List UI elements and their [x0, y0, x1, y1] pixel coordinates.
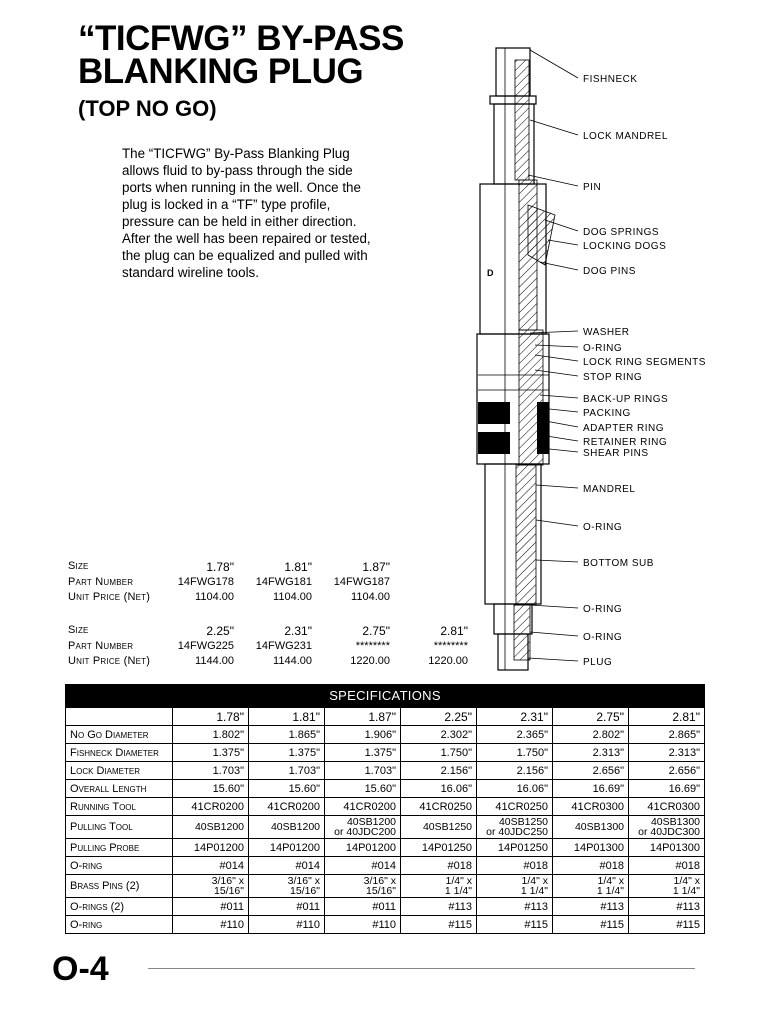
spec-value-cell: #018 [553, 857, 629, 875]
size-header-cell: 1.78" [173, 708, 249, 726]
label-o-ring: O-RING [583, 343, 623, 354]
part-number-value: 14FWG178 [177, 576, 234, 588]
spec-row-label: Pulling Tool [66, 816, 173, 839]
label-pin: PIN [583, 182, 602, 193]
spec-value-cell: #113 [401, 898, 477, 916]
label-packing: PACKING [583, 408, 631, 419]
title-line-1: “TICFWG” BY-PASS [78, 19, 404, 58]
spec-value-cell: 41CR0250 [477, 798, 553, 816]
spec-value-cell: 1.802" [173, 726, 249, 744]
label-back-up-rings: BACK-UP RINGS [583, 394, 669, 405]
spec-row-label: O-ring [66, 916, 173, 934]
spec-value-cell: 40SB1200 [173, 816, 249, 839]
size-header-cell: 1.81" [249, 708, 325, 726]
spec-value-cell: 2.365" [477, 726, 553, 744]
spec-value-cell: 1.865" [249, 726, 325, 744]
label-adapter-ring: ADAPTER RING [583, 423, 665, 434]
label-washer: WASHER [583, 327, 630, 338]
callout-labels [583, 74, 706, 668]
spec-value-cell: #115 [629, 916, 705, 934]
unit-price-value: 1144.00 [273, 655, 312, 667]
spec-row [66, 898, 705, 916]
spec-row [66, 798, 705, 816]
label-o-ring: O-RING [583, 604, 623, 615]
spec-value-cell: #014 [173, 857, 249, 875]
sizes-row [66, 708, 705, 726]
spec-value-cell: 3/16" x 15/16" [173, 875, 249, 898]
label-dog-pins: DOG PINS [583, 266, 636, 277]
spec-value-cell: 2.313" [629, 744, 705, 762]
spec-value-cell: 2.302" [401, 726, 477, 744]
spec-row [66, 875, 705, 898]
spec-value-cell: 15.60" [173, 780, 249, 798]
spec-value-cell: 3/16" x 15/16" [325, 875, 401, 898]
spec-value-cell: #113 [477, 898, 553, 916]
spec-row-label: O-ring [66, 857, 173, 875]
label-dog-springs: DOG SPRINGS [583, 227, 660, 238]
spec-value-cell: 40SB1250 or 40JDC250 [477, 816, 553, 839]
part-number-value: 14FWG231 [255, 640, 312, 652]
part-number-value: 14FWG225 [177, 640, 234, 652]
spec-row [66, 780, 705, 798]
unit-price-value: 1220.00 [350, 655, 390, 667]
spec-value-cell: 14P01200 [325, 839, 401, 857]
specifications-header: SPECIFICATIONS [66, 685, 705, 708]
label-bottom-sub: BOTTOM SUB [583, 558, 654, 569]
spec-value-cell: 41CR0200 [325, 798, 401, 816]
size-value: 1.81" [284, 560, 312, 574]
product-description: The “TICFWG” By-Pass Blanking Plug allows fluid to by-pass through the side ports when running in the well. Once the plug is locked in a “TF” type profile, pressure can be held in either direction. After the well has been repaired or tested, the plug can be equalized and pulled with standard wireline tools. [122, 146, 371, 280]
specifications-header-row [66, 685, 705, 708]
size-header-cell: 2.81" [629, 708, 705, 726]
part-number-value: 14FWG181 [255, 576, 312, 588]
spec-value-cell: #110 [173, 916, 249, 934]
spec-value-cell: #018 [401, 857, 477, 875]
spec-row-label: Pulling Probe [66, 839, 173, 857]
label-locking-dogs: LOCKING DOGS [583, 241, 667, 252]
spec-value-cell: 41CR0300 [629, 798, 705, 816]
spec-value-cell: 3/16" x 15/16" [249, 875, 325, 898]
spec-value-cell: 16.06" [401, 780, 477, 798]
label-o-ring: O-RING [583, 632, 623, 643]
title-line-2: BLANKING PLUG [78, 52, 364, 91]
spec-value-cell: 14P01300 [553, 839, 629, 857]
size-value: 1.87" [362, 560, 390, 574]
part-number-value: ******** [433, 640, 468, 652]
size-header-cell: 1.87" [325, 708, 401, 726]
spec-value-cell: 41CR0200 [173, 798, 249, 816]
spec-value-cell: 2.802" [553, 726, 629, 744]
unit-price-label-2: Unit Price (Net) [68, 655, 151, 667]
label-stop-ring: STOP RING [583, 372, 643, 383]
size-value: 2.81" [440, 624, 468, 638]
unit-price-value: 1104.00 [351, 591, 390, 603]
size-header-cell: 2.31" [477, 708, 553, 726]
unit-price-value: 1104.00 [273, 591, 312, 603]
unit-price-label-1: Unit Price (Net) [68, 591, 151, 603]
footer-rule [148, 968, 695, 969]
spec-value-cell: 1.375" [173, 744, 249, 762]
spec-value-cell: 16.69" [629, 780, 705, 798]
spec-value-cell: 2.156" [477, 762, 553, 780]
spec-value-cell: #014 [249, 857, 325, 875]
pricing-block [0, 0, 500, 680]
spec-row [66, 762, 705, 780]
spec-row-label: Lock Diameter [66, 762, 173, 780]
spec-value-cell: 2.313" [553, 744, 629, 762]
spec-value-cell: 1.703" [249, 762, 325, 780]
spec-row-label: O-rings (2) [66, 898, 173, 916]
spec-value-cell: 41CR0250 [401, 798, 477, 816]
label-lock-ring-segments: LOCK RING SEGMENTS [583, 357, 706, 368]
spec-row [66, 726, 705, 744]
spec-value-cell: 1.375" [249, 744, 325, 762]
spec-value-cell: 40SB1300 [553, 816, 629, 839]
spec-row [66, 839, 705, 857]
spec-row-label: No Go Diameter [66, 726, 173, 744]
unit-price-value: 1104.00 [195, 591, 234, 603]
unit-price-value: 1144.00 [195, 655, 234, 667]
spec-value-cell: #115 [477, 916, 553, 934]
spec-value-cell: 1/4" x 1 1/4" [553, 875, 629, 898]
spec-value-cell: 14P01200 [249, 839, 325, 857]
part-number-label-1: Part Number [68, 576, 134, 588]
spec-value-cell: 15.60" [249, 780, 325, 798]
spec-row-label: Fishneck Diameter [66, 744, 173, 762]
spec-value-cell: #018 [629, 857, 705, 875]
spec-value-cell: 2.656" [629, 762, 705, 780]
label-o-ring: O-RING [583, 522, 623, 533]
spec-value-cell: 2.656" [553, 762, 629, 780]
unit-price-value: 1220.00 [428, 655, 468, 667]
spec-value-cell: #115 [401, 916, 477, 934]
spec-value-cell: 2.156" [401, 762, 477, 780]
spec-value-cell: #113 [629, 898, 705, 916]
spec-row-label: Overall Length [66, 780, 173, 798]
spec-value-cell: 41CR0300 [553, 798, 629, 816]
spec-row [66, 916, 705, 934]
spec-value-cell: 40SB1250 [401, 816, 477, 839]
label-lock-mandrel: LOCK MANDREL [583, 131, 668, 142]
spec-value-cell: #011 [173, 898, 249, 916]
size-label-1: Size [68, 560, 89, 572]
size-header-cell: 2.75" [553, 708, 629, 726]
spec-value-cell: #011 [249, 898, 325, 916]
spec-value-cell: 14P01250 [477, 839, 553, 857]
spec-value-cell: 16.06" [477, 780, 553, 798]
label-shear-pins: SHEAR PINS [583, 448, 649, 459]
spec-row [66, 744, 705, 762]
spec-value-cell: 1.703" [173, 762, 249, 780]
size-label-2: Size [68, 624, 89, 636]
spec-value-cell: 1/4" x 1 1/4" [401, 875, 477, 898]
spec-value-cell: 14P01250 [401, 839, 477, 857]
spec-value-cell: 1/4" x 1 1/4" [629, 875, 705, 898]
specifications-table [65, 684, 705, 934]
label-plug: PLUG [583, 657, 613, 668]
spec-value-cell: #110 [325, 916, 401, 934]
label-mandrel: MANDREL [583, 484, 636, 495]
part-number-value: ******** [355, 640, 390, 652]
size-value: 2.75" [362, 624, 390, 638]
page-subtitle: (TOP NO GO) [78, 96, 217, 121]
packing-bands [478, 402, 549, 454]
label-retainer-ring: RETAINER RING [583, 437, 668, 448]
spec-value-cell: 40SB1200 [249, 816, 325, 839]
spec-value-cell: #110 [249, 916, 325, 934]
spec-value-cell: 1.703" [325, 762, 401, 780]
spec-value-cell: 1.750" [477, 744, 553, 762]
label-fishneck: FISHNECK [583, 74, 638, 85]
spec-row-label: Brass Pins (2) [66, 875, 173, 898]
spec-value-cell: 1.906" [325, 726, 401, 744]
spec-value-cell: #011 [325, 898, 401, 916]
diagram-mark: D [487, 268, 494, 278]
spec-value-cell: 1.750" [401, 744, 477, 762]
size-value: 1.78" [206, 560, 234, 574]
spec-value-cell: #018 [477, 857, 553, 875]
spec-row [66, 816, 705, 839]
size-value: 2.31" [284, 624, 312, 638]
spec-value-cell: 1/4" x 1 1/4" [477, 875, 553, 898]
empty-corner-cell [66, 708, 173, 726]
spec-value-cell: #113 [553, 898, 629, 916]
spec-value-cell: #115 [553, 916, 629, 934]
size-header-cell: 2.25" [401, 708, 477, 726]
spec-value-cell: 41CR0200 [249, 798, 325, 816]
spec-value-cell: 2.865" [629, 726, 705, 744]
spec-value-cell: 14P01200 [173, 839, 249, 857]
spec-value-cell: 15.60" [325, 780, 401, 798]
plug-cross-section-diagram [455, 30, 755, 675]
spec-value-cell: 16.69" [553, 780, 629, 798]
spec-value-cell: 1.375" [325, 744, 401, 762]
spec-value-cell: #014 [325, 857, 401, 875]
part-number-label-2: Part Number [68, 640, 134, 652]
spec-row [66, 857, 705, 875]
part-number-value: 14FWG187 [333, 576, 390, 588]
spec-value-cell: 14P01300 [629, 839, 705, 857]
spec-value-cell: 40SB1300 or 40JDC300 [629, 816, 705, 839]
page-number: O-4 [52, 950, 109, 988]
spec-row-label: Running Tool [66, 798, 173, 816]
size-value: 2.25" [206, 624, 234, 638]
spec-value-cell: 40SB1200 or 40JDC200 [325, 816, 401, 839]
